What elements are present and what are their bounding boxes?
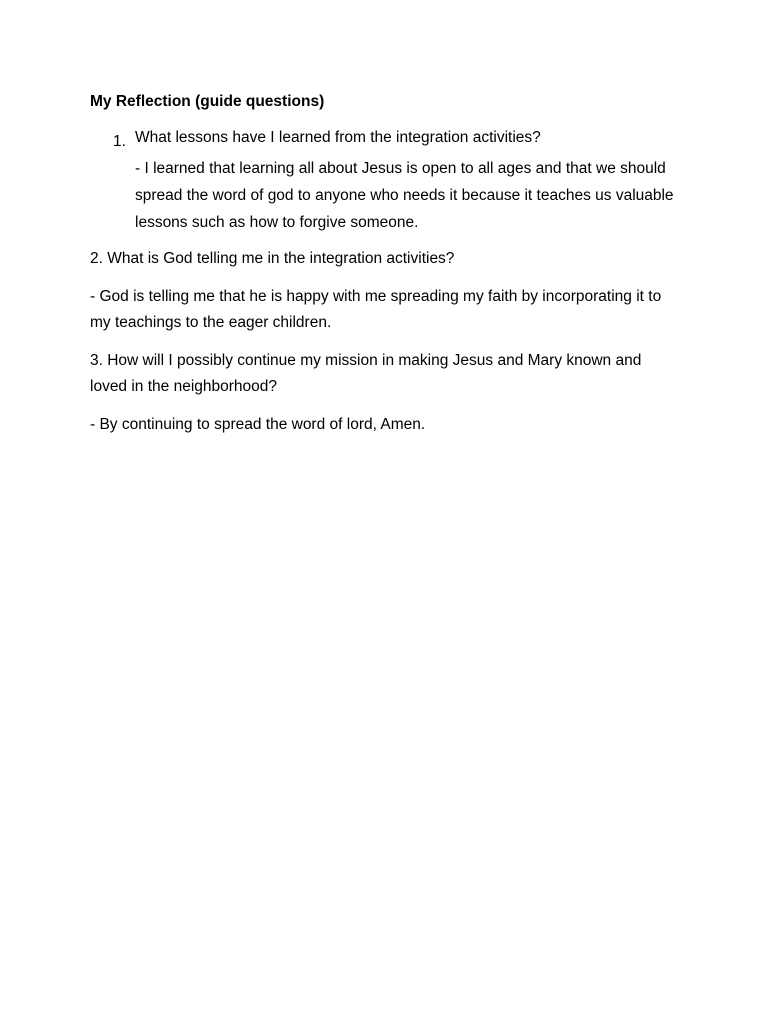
list-item-1 [90, 128, 680, 236]
answer-1: - I learned that learning all about Jesus is open to all ages and that we should spread the word of god to anyone who needs it because it teaches us valuable lessons such as how to forgive someone. [135, 160, 674, 231]
answer-2: - God is telling me that he is happy with me spreading my faith by incorporating it to my teachings to the eager children. [90, 287, 662, 331]
list-number-label: 1. [113, 133, 126, 150]
list-item-body [135, 128, 680, 236]
question-1: What lessons have I learned from the integration activities? [135, 129, 541, 146]
question-3: 3. How will I possibly continue my mission in making Jesus and Mary known and loved in the neighborhood? [90, 351, 642, 395]
answer-3: - By continuing to spread the word of lord, Amen. [90, 415, 426, 433]
document-page [90, 92, 680, 449]
list-number [90, 128, 135, 236]
question-2: 2. What is God telling me in the integration activities? [90, 250, 455, 267]
document-title: My Reflection (guide questions) [90, 93, 325, 110]
